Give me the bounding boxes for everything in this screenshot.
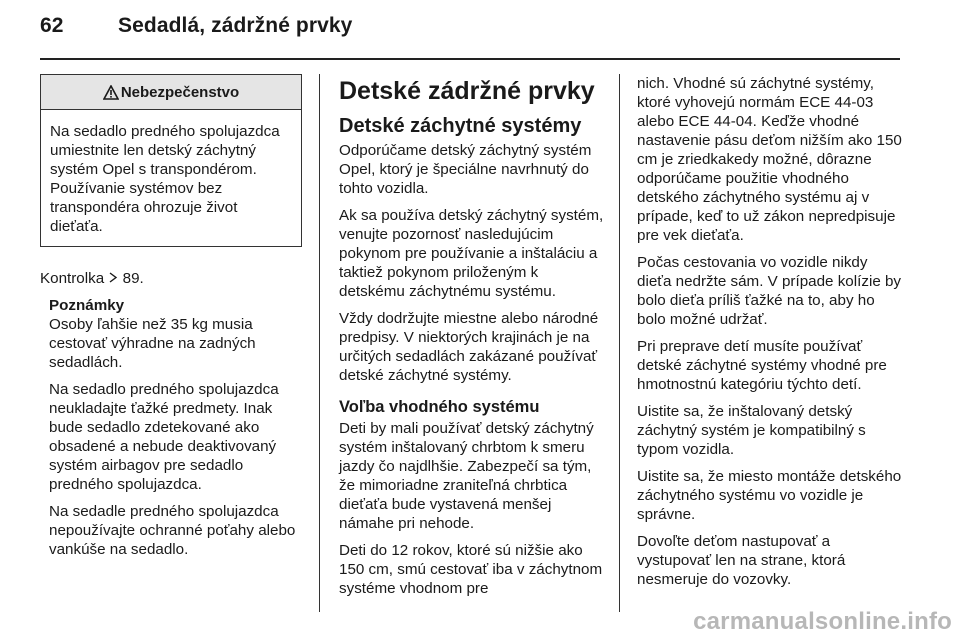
note-paragraph: Na sedadlo predného spolujazdca neukladajte ťažké predmety. Inak bude sedadlo zdetekované ako obsadené a nebude deaktivovaný systém airbagov pre sedadlo predného spolujazdca. xyxy=(49,381,279,493)
body-paragraph: Dovoľte deťom nastupovať a vystupovať len na strane, ktorá nesmeruje do vozovky. xyxy=(637,533,846,588)
warning-text: Na sedadlo predného spolujazdca umiestnite len detský záchytný systém Opel s transpondérom. Používanie systémov bez transpondéra ohrozuje život dieťaťa. xyxy=(50,123,280,235)
kontrolka-label: Kontrolka xyxy=(40,270,105,287)
body-paragraph: Ak sa používa detský záchytný systém, venujte pozornosť nasledujúcim pokynom pre používanie a inštaláciu a taktiež pokynom priloženým k detskému záchytnému systému. xyxy=(339,207,604,300)
column-middle xyxy=(339,74,607,606)
watermark: carmanualsonline.info xyxy=(693,608,952,635)
note-title: Poznámky xyxy=(49,297,125,314)
page-header xyxy=(40,14,352,38)
warning-header xyxy=(41,75,301,110)
body-paragraph: Pri preprave detí musíte používať detské záchytné systémy vhodné pre hmotnostnú kategóriu týchto detí. xyxy=(637,338,887,393)
kontrolka-line xyxy=(40,269,302,288)
column-right xyxy=(637,74,905,597)
body-paragraph: Počas cestovania vo vozidle nikdy dieťa nedržte sám. V prípade kolízie by bolo dieťa príliš ťažké na to, aby ho bolo možné udržať. xyxy=(637,254,902,328)
body-paragraph: Uistite sa, že inštalovaný detský záchytný systém je kompatibilný s typom vozidla. xyxy=(637,403,866,458)
arrow-reference-icon xyxy=(108,272,118,283)
note-paragraph: Osoby ľahšie než 35 kg musia cestovať výhradne na zadných sedadlách. xyxy=(49,316,256,371)
section-title: Sedadlá, zádržné prvky xyxy=(118,14,353,37)
body-paragraph: Deti by mali používať detský záchytný systém inštalovaný chrbtom k smeru jazdy čo najdlhšie. Zabezpečí sa tým, že mimoriadne zraniteľná chrbtica dieťaťa bude vystavená menšej námahe pri nehode. xyxy=(339,420,594,532)
main-heading: Detské zádržné prvky xyxy=(339,77,595,105)
body-paragraph: nich. Vhodné sú záchytné systémy, ktoré vyhovejú normám ECE 44-03 alebo ECE 44-04. Keďže vhodné nastavenie pásu deťom nižším ako 150 cm je zriedkakedy možné, dôrazne odporúčame použitie vhodného detského záchytného systému aj v prípade, keď to už zákon nepredpisuje pre vek dieťaťa. xyxy=(637,75,902,244)
warning-box xyxy=(40,74,302,247)
header-rule xyxy=(40,58,900,60)
subheading-child-restraint-systems: Detské záchytné systémy xyxy=(339,115,582,137)
body-paragraph: Vždy dodržujte miestne alebo národné predpisy. V niektorých krajinách je na určitých sedadlách zakázané používať detské záchytné systémy. xyxy=(339,310,599,384)
subheading-choosing-system: Voľba vhodného systému xyxy=(339,398,540,416)
column-divider xyxy=(319,74,320,612)
kontrolka-page-link[interactable]: 89. xyxy=(122,270,144,287)
warning-triangle-icon xyxy=(103,85,119,100)
warning-title: Nebezpečenstvo xyxy=(120,84,240,101)
note-block xyxy=(40,296,302,559)
note-paragraph: Na sedadle predného spolujazdca nepoužívajte ochranné poťahy alebo vankúše na sedadlo. xyxy=(49,503,296,558)
column-left xyxy=(40,74,302,567)
body-paragraph: Uistite sa, že miesto montáže detského záchytného systému vo vozidle je správne. xyxy=(637,468,902,523)
page-number: 62 xyxy=(40,14,64,37)
body-paragraph: Deti do 12 rokov, ktoré sú nižšie ako 150 cm, smú cestovať iba v záchytnom systéme vhodnom pre xyxy=(339,542,603,597)
column-divider xyxy=(619,74,620,612)
body-paragraph: Odporúčame detský záchytný systém Opel, ktorý je špeciálne navrhnutý do tohto vozidla. xyxy=(339,142,592,197)
